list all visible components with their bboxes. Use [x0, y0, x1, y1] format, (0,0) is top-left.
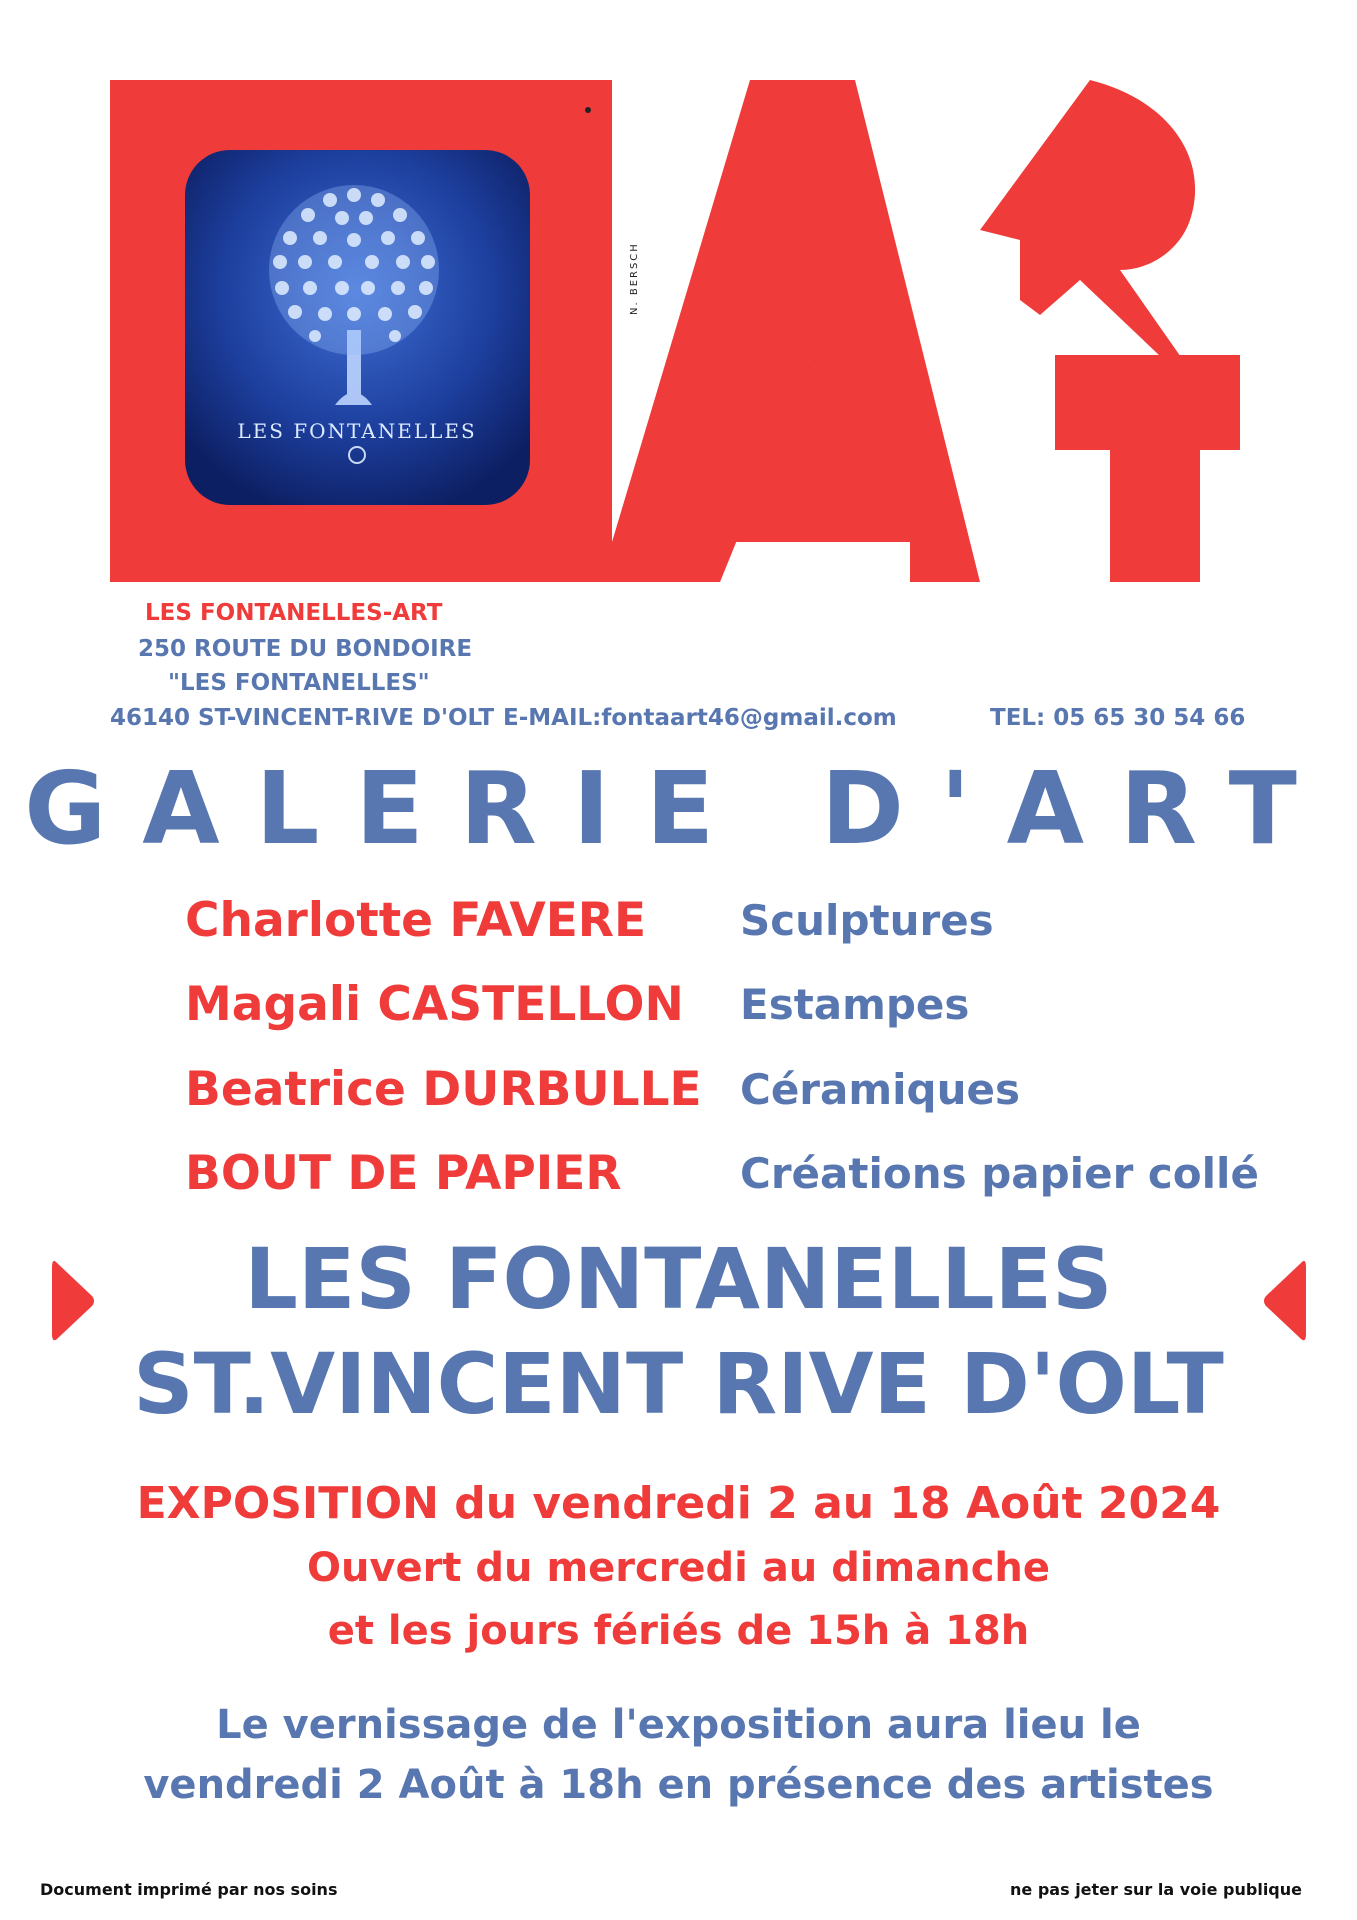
artist-medium: Sculptures: [740, 896, 994, 945]
artist-medium: Estampes: [740, 980, 970, 1029]
artist-signature: N. BERSCH: [629, 242, 640, 315]
artist-name: Beatrice DURBULLE: [185, 1062, 702, 1117]
address-place: "LES FONTANELLES": [168, 670, 430, 696]
venue-town: ST.VINCENT RIVE D'OLT: [133, 1335, 1224, 1433]
artist-medium: Créations papier collé: [740, 1149, 1259, 1198]
address-city: 46140 ST-VINCENT-RIVE D'OLT: [110, 705, 495, 731]
footer-note-left: Document imprimé par nos soins: [40, 1880, 338, 1899]
email[interactable]: E-MAIL:fontaart46@gmail.com: [503, 705, 897, 731]
gallery-logo: [110, 80, 1250, 582]
gallery-name: LES FONTANELLES-ART: [145, 600, 443, 626]
artist-name: Charlotte FAVERE: [185, 893, 647, 948]
artist-medium: Céramiques: [740, 1065, 1020, 1114]
opening-hours: et les jours fériés de 15h à 18h: [327, 1608, 1030, 1654]
artist-name: BOUT DE PAPIER: [185, 1146, 622, 1201]
exhibition-dates: EXPOSITION du vendredi 2 au 18 Août 2024: [136, 1478, 1221, 1529]
venue-name: LES FONTANELLES: [244, 1230, 1113, 1328]
footer-note-right: ne pas jeter sur la voie publique: [1010, 1880, 1302, 1899]
page-title: GALERIE D'ART: [24, 750, 1333, 867]
vernissage-line-1: Le vernissage de l'exposition aura lieu le: [216, 1702, 1141, 1748]
logo-letter-t: [1055, 355, 1240, 582]
logo-letter-r: [980, 80, 1195, 375]
opening-days: Ouvert du mercredi au dimanche: [306, 1545, 1051, 1591]
tree-emblem-text: LES FONTANELLES: [237, 419, 477, 443]
phone[interactable]: TEL: 05 65 30 54 66: [990, 705, 1246, 731]
address-street: 250 ROUTE DU BONDOIRE: [138, 636, 473, 662]
vernissage-line-2: vendredi 2 Août à 18h en présence des artistes: [143, 1762, 1214, 1808]
artist-name: Magali CASTELLON: [185, 977, 684, 1032]
